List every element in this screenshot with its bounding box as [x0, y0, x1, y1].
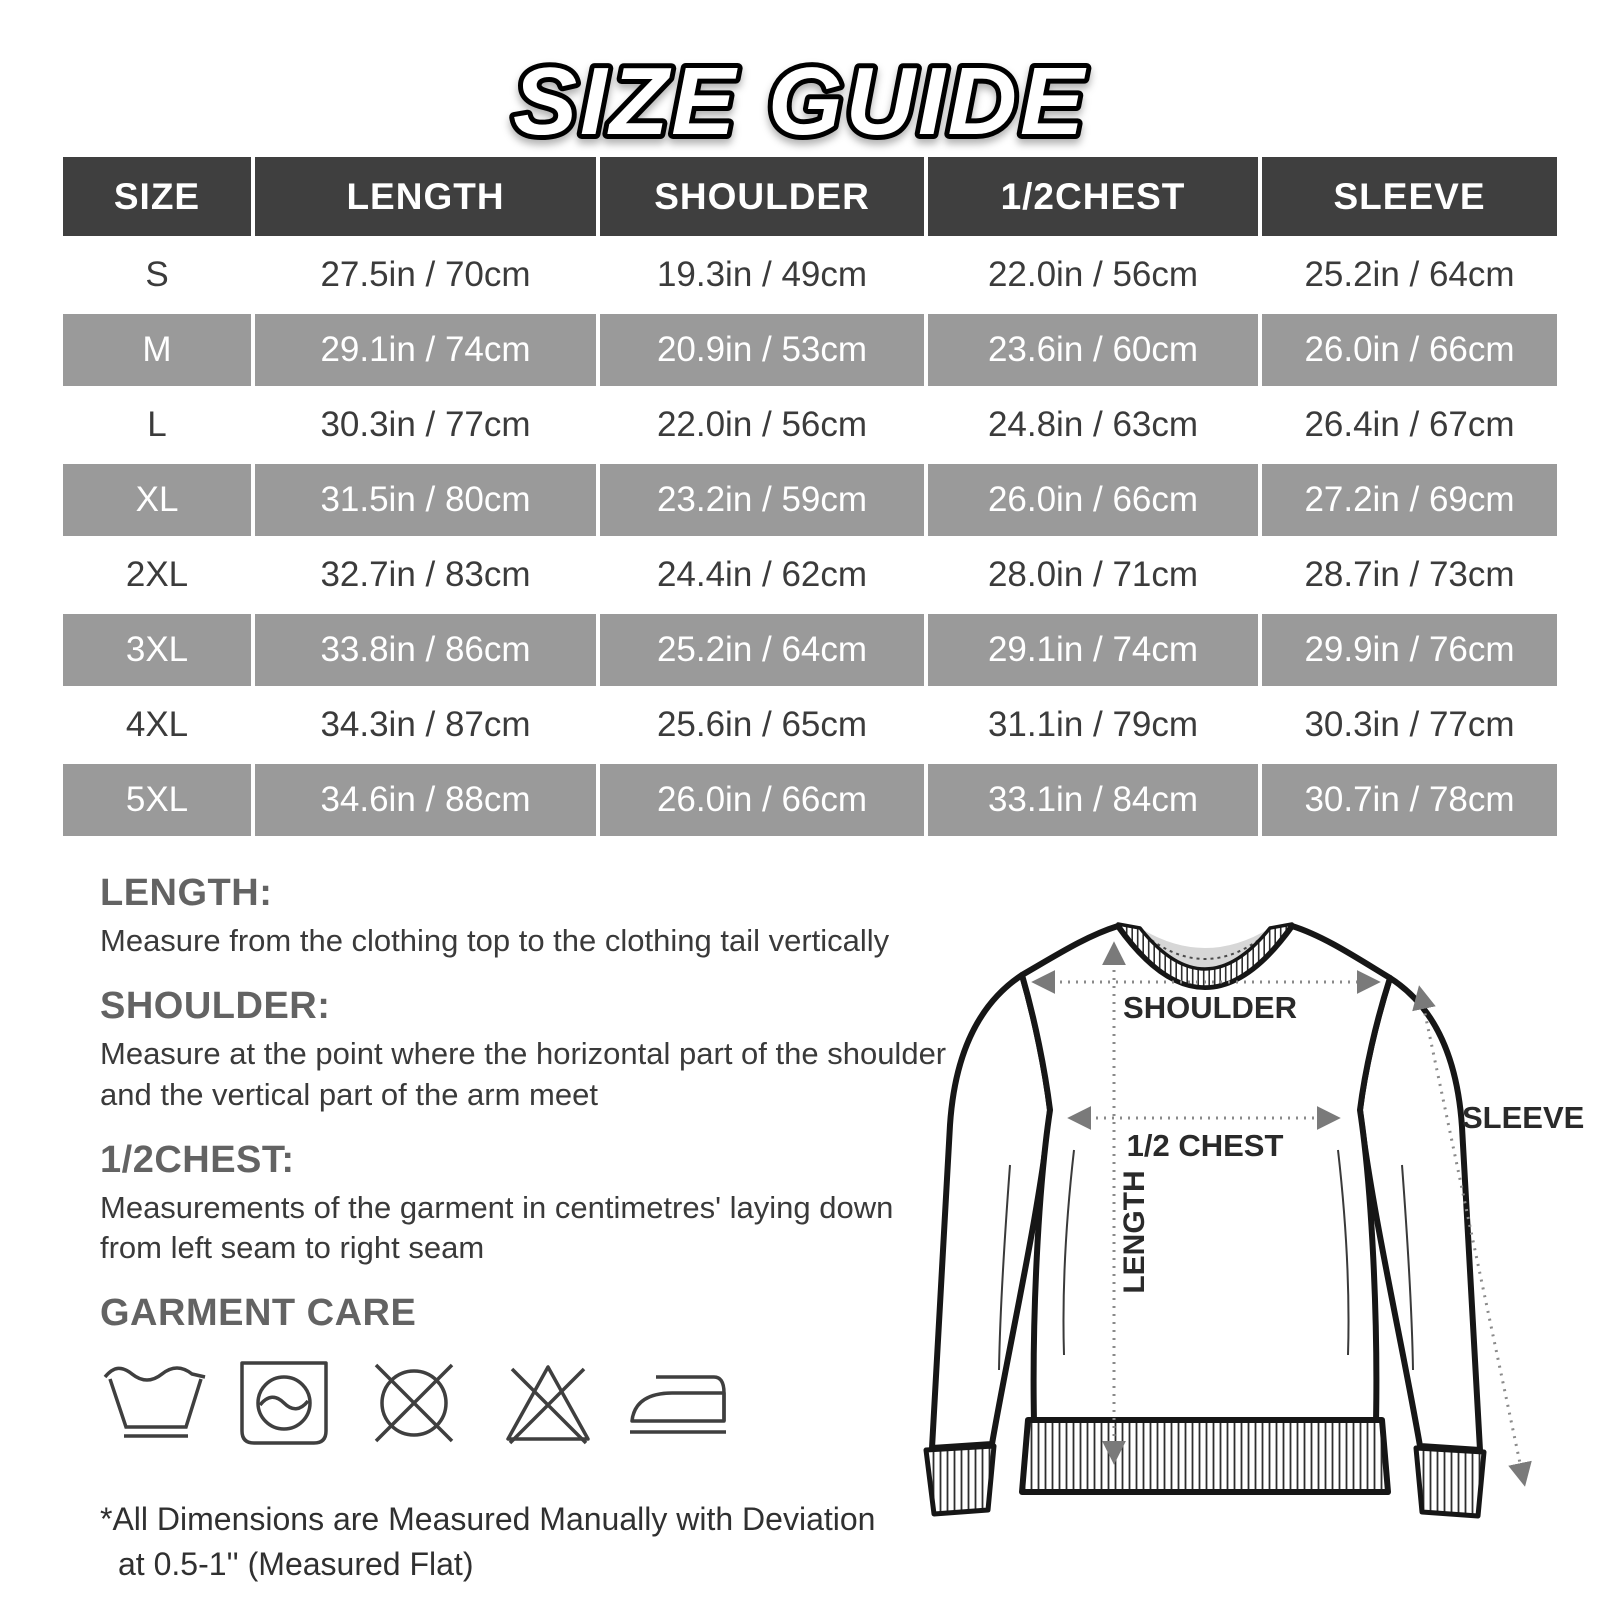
disclaimer-line-2: at 0.5-1'' (Measured Flat)	[118, 1546, 474, 1583]
chest-cell: 22.0in / 56cm	[928, 239, 1262, 314]
sleeve-cell: 26.0in / 66cm	[1262, 314, 1557, 389]
length-label: LENGTH	[1118, 1170, 1151, 1294]
page-title: SIZE GUIDE	[512, 48, 1088, 155]
sleeve-cell: 25.2in / 64cm	[1262, 239, 1557, 314]
size-cell: 3XL	[63, 614, 255, 689]
length-cell: 30.3in / 77cm	[255, 389, 600, 464]
disclaimer-line-1: *All Dimensions are Measured Manually with Deviation	[100, 1501, 876, 1538]
length-cell: 31.5in / 80cm	[255, 464, 600, 539]
size-cell: 5XL	[63, 764, 255, 839]
chest-cell: 31.1in / 79cm	[928, 689, 1262, 764]
column-header-shoulder: SHOULDER	[600, 157, 928, 239]
column-header-chest: 1/2CHEST	[928, 157, 1262, 239]
half-chest-label: 1/2 CHEST	[1126, 1128, 1284, 1163]
size-cell: 2XL	[63, 539, 255, 614]
chest-cell: 28.0in / 71cm	[928, 539, 1262, 614]
size-cell: M	[63, 314, 255, 389]
shoulder-cell: 19.3in / 49cm	[600, 239, 928, 314]
length-cell: 34.6in / 88cm	[255, 764, 600, 839]
length-cell: 27.5in / 70cm	[255, 239, 600, 314]
page-title-graphic	[0, 38, 1620, 168]
length-section-body: Measure from the clothing top to the clothing tail vertically	[100, 923, 890, 958]
shoulder-cell: 25.2in / 64cm	[600, 614, 928, 689]
shoulder-label: SHOULDER	[1123, 990, 1297, 1025]
sleeve-cell: 28.7in / 73cm	[1262, 539, 1557, 614]
shoulder-cell: 20.9in / 53cm	[600, 314, 928, 389]
size-table	[63, 157, 1557, 839]
chest-section-heading: 1/2CHEST:	[100, 1138, 295, 1181]
do-not-dry-clean-icon	[358, 1353, 470, 1453]
hand-wash-icon	[100, 1353, 210, 1453]
length-cell: 34.3in / 87cm	[255, 689, 600, 764]
machine-wash-icon	[232, 1353, 336, 1453]
measurement-info	[100, 872, 960, 1587]
chest-section-body: Measurements of the garment in centimetres' laying down from left seam to right seam	[100, 1189, 894, 1266]
sleeve-cell: 30.3in / 77cm	[1262, 689, 1557, 764]
garment-care-icons	[100, 1349, 960, 1453]
chest-cell: 24.8in / 63cm	[928, 389, 1262, 464]
length-cell: 32.7in / 83cm	[255, 539, 600, 614]
shoulder-cell: 25.6in / 65cm	[600, 689, 928, 764]
disclaimer	[100, 1497, 960, 1587]
shoulder-cell: 23.2in / 59cm	[600, 464, 928, 539]
sweatshirt-diagram	[860, 860, 1600, 1620]
chest-cell: 29.1in / 74cm	[928, 614, 1262, 689]
size-cell: L	[63, 389, 255, 464]
column-header-length: LENGTH	[255, 157, 600, 239]
chest-cell: 33.1in / 84cm	[928, 764, 1262, 839]
do-not-bleach-icon	[492, 1353, 604, 1453]
length-cell: 29.1in / 74cm	[255, 314, 600, 389]
sleeve-cell: 30.7in / 78cm	[1262, 764, 1557, 839]
hem-band	[1022, 1420, 1388, 1492]
shoulder-cell: 22.0in / 56cm	[600, 389, 928, 464]
left-cuff	[926, 1446, 994, 1514]
column-header-size: SIZE	[63, 157, 255, 239]
right-cuff	[1416, 1448, 1484, 1516]
sleeve-label: SLEEVE	[1462, 1100, 1585, 1135]
sleeve-cell: 27.2in / 69cm	[1262, 464, 1557, 539]
length-section-heading: LENGTH:	[100, 872, 273, 914]
garment-care-heading: GARMENT CARE	[100, 1292, 417, 1335]
size-cell: XL	[63, 464, 255, 539]
size-cell: S	[63, 239, 255, 314]
shoulder-section-body: Measure at the point where the horizontal part of the shoulder and the vertical part of the arm meet	[100, 1036, 947, 1112]
length-cell: 33.8in / 86cm	[255, 614, 600, 689]
chest-cell: 23.6in / 60cm	[928, 314, 1262, 389]
shoulder-cell: 24.4in / 62cm	[600, 539, 928, 614]
shoulder-cell: 26.0in / 66cm	[600, 764, 928, 839]
size-cell: 4XL	[63, 689, 255, 764]
column-header-sleeve: SLEEVE	[1262, 157, 1557, 239]
chest-cell: 26.0in / 66cm	[928, 464, 1262, 539]
iron-icon	[626, 1353, 738, 1453]
sleeve-cell: 29.9in / 76cm	[1262, 614, 1557, 689]
sleeve-cell: 26.4in / 67cm	[1262, 389, 1557, 464]
shoulder-section-heading: SHOULDER:	[100, 985, 331, 1028]
